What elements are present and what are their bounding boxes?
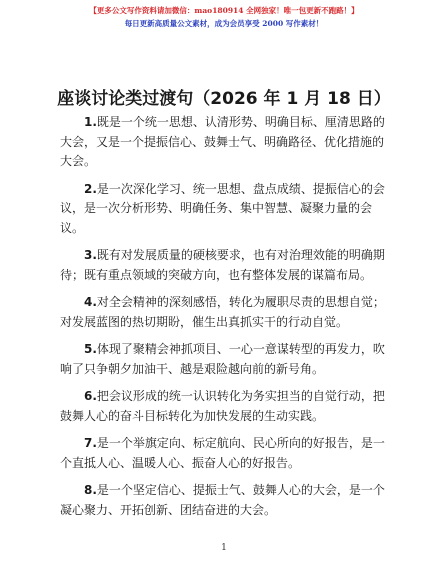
paragraph-text: 既有对发展质量的硬核要求，也有对治理效能的明确期待；既有重点领域的突破方向，也有整体发展的谋篇布局。 [60,248,385,282]
paragraph-text: 体现了聚精会神抓项目、一心一意谋转型的再发力，吹响了只争朝夕加油干、越是艰险越向前的新号角。 [60,342,385,376]
paragraph-number: 6. [84,389,97,403]
paragraph-3 [60,246,388,285]
paragraph-number: 2. [84,181,97,196]
paragraph-7 [60,434,388,473]
paragraph-text: 既是一个统一思想、认清形势、明确目标、厘清思路的大会，又是一个提振信心、鼓舞士气、明确路径、优化措施的大会。 [60,115,385,168]
paragraph-text: 是一个举旗定向、标定航向、民心所向的好报告，是一个直抵人心、温暖人心、振奋人心的好报告。 [60,436,385,470]
document-title: 座谈讨论类过渡句（2026 年 1 月 18 日） [57,89,391,109]
paragraph-text: 是一个坚定信心、提振士气、鼓舞人心的大会，是一个凝心聚力、开拓创新、团结奋进的大会。 [60,483,385,517]
paragraph-number: 3. [84,248,97,262]
paragraph-number: 8. [84,483,97,497]
paragraph-2 [60,180,388,239]
paragraph-number: 7. [84,436,97,450]
paragraph-text: 是一次深化学习、统一思想、盘点成绩、提振信心的会议，是一次分析形势、明确任务、集中智慧、凝聚力量的会议。 [60,181,385,235]
paragraph-number: 1. [84,115,97,129]
page-number: 1 [221,543,227,553]
paragraph-number: 4. [84,295,97,309]
promo-banner-line-1: 【更多公文写作资料请加微信：mao180914 全网独家！唯一包更新不跑路！】 [89,6,359,15]
paragraph-6 [60,387,388,426]
paragraph-4 [60,293,388,332]
promo-banner-line-2: 每日更新高质量公文素材，成为会员享受 2000 写作素材！ [124,19,324,28]
paragraph-text: 对全会精神的深刻感悟，转化为履职尽责的思想自觉；对发展蓝图的热切期盼，催生出真抓实干的行动自觉。 [60,295,385,329]
paragraph-5 [60,340,388,379]
paragraph-8 [60,481,388,520]
paragraph-text: 把会议形成的统一认识转化为务实担当的自觉行动，把鼓舞人心的奋斗目标转化为加快发展的生动实践。 [60,389,385,423]
document-body [60,113,388,528]
paragraph-1 [60,113,388,172]
paragraph-number: 5. [84,342,97,356]
